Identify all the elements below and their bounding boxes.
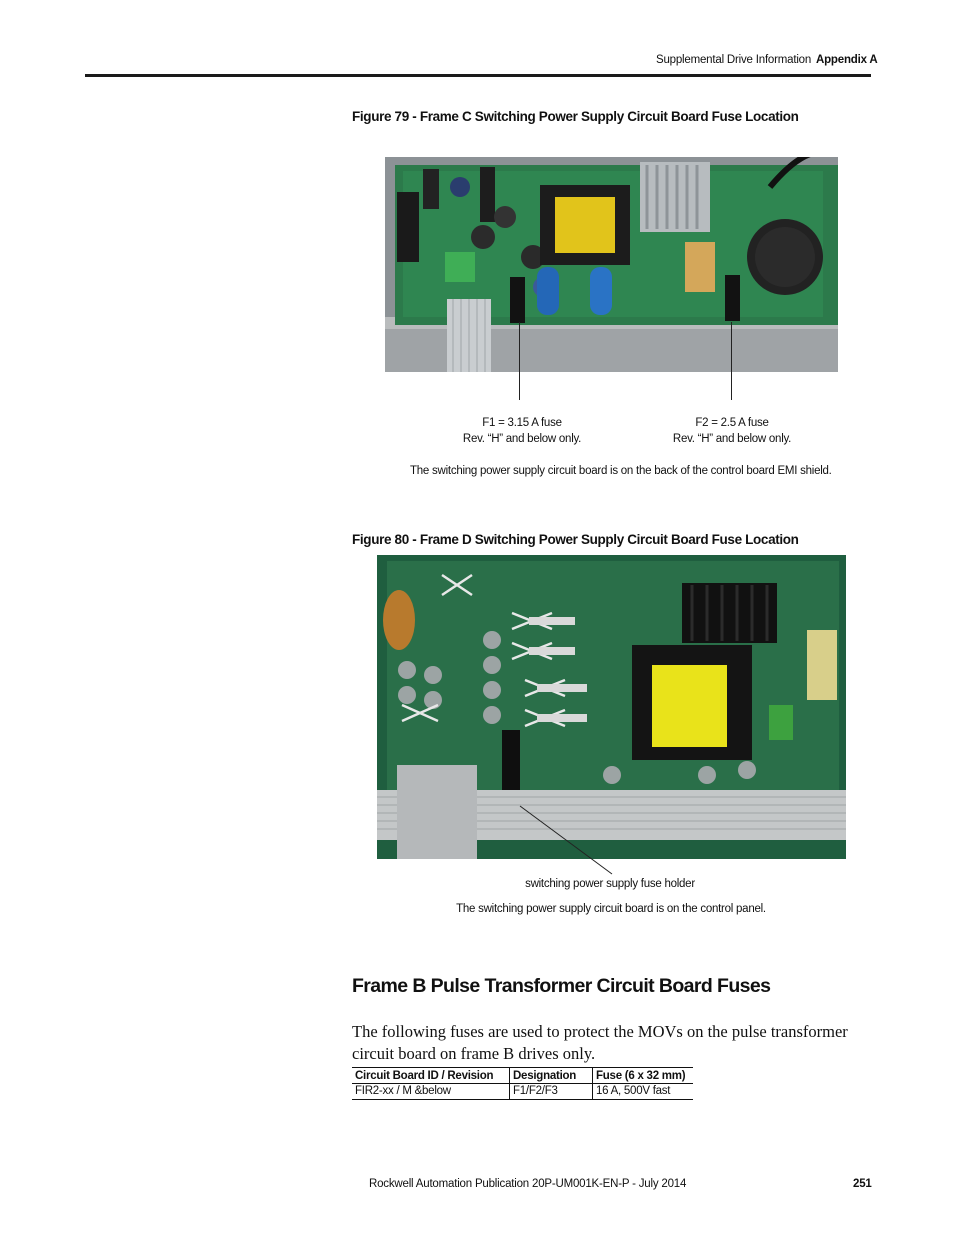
footer-publication: Rockwell Automation Publication 20P-UM001K-EN-P - July 2014	[369, 1178, 687, 1190]
table-header-designation: Designation	[510, 1068, 593, 1084]
leader-line-f1	[519, 322, 520, 400]
table-header-fuse: Fuse (6 x 32 mm)	[593, 1068, 694, 1084]
running-header-section: Supplemental Drive Information	[656, 54, 812, 66]
callout-f1-rating: F1 = 3.15 A fuse	[482, 417, 562, 429]
fuse-table	[352, 1067, 693, 1100]
figure-79-title: Figure 79 - Frame C Switching Power Supply Circuit Board Fuse Location	[352, 109, 799, 124]
table-cell-designation: F1/F2/F3	[510, 1084, 593, 1100]
page-number: 251	[853, 1178, 872, 1190]
table-cell-board-id: FIR2-xx / M &below	[352, 1084, 510, 1100]
table-cell-fuse: 16 A, 500V fast	[593, 1084, 694, 1100]
figure-80-leader	[516, 806, 517, 807]
figure-80-note: The switching power supply circuit board is on the control panel.	[456, 903, 766, 915]
table-row	[352, 1084, 693, 1100]
table-header-row	[352, 1068, 693, 1084]
figure-80-callout: switching power supply fuse holder	[525, 878, 695, 890]
figure-79-photo	[385, 157, 838, 372]
figure-80-title: Figure 80 - Frame D Switching Power Supply Circuit Board Fuse Location	[352, 532, 799, 547]
figure-79-note: The switching power supply circuit board is on the back of the control board EMI shield.	[410, 465, 832, 477]
callout-f2-revision: Rev. “H” and below only.	[672, 433, 792, 445]
section-body: The following fuses are used to protect the MOVs on the pulse transformer circuit board on frame B drives only.	[352, 1022, 848, 1063]
callout-f1	[462, 415, 582, 447]
section-heading: Frame B Pulse Transformer Circuit Board Fuses	[352, 975, 771, 997]
callout-f2-rating: F2 = 2.5 A fuse	[695, 417, 769, 429]
table-header-board-id: Circuit Board ID / Revision	[352, 1068, 510, 1084]
running-header-appendix: Appendix A	[816, 54, 878, 66]
leader-line-f2	[731, 322, 732, 400]
callout-f1-revision: Rev. “H” and below only.	[462, 433, 582, 445]
callout-f2	[672, 415, 792, 447]
header-rule	[85, 74, 871, 77]
